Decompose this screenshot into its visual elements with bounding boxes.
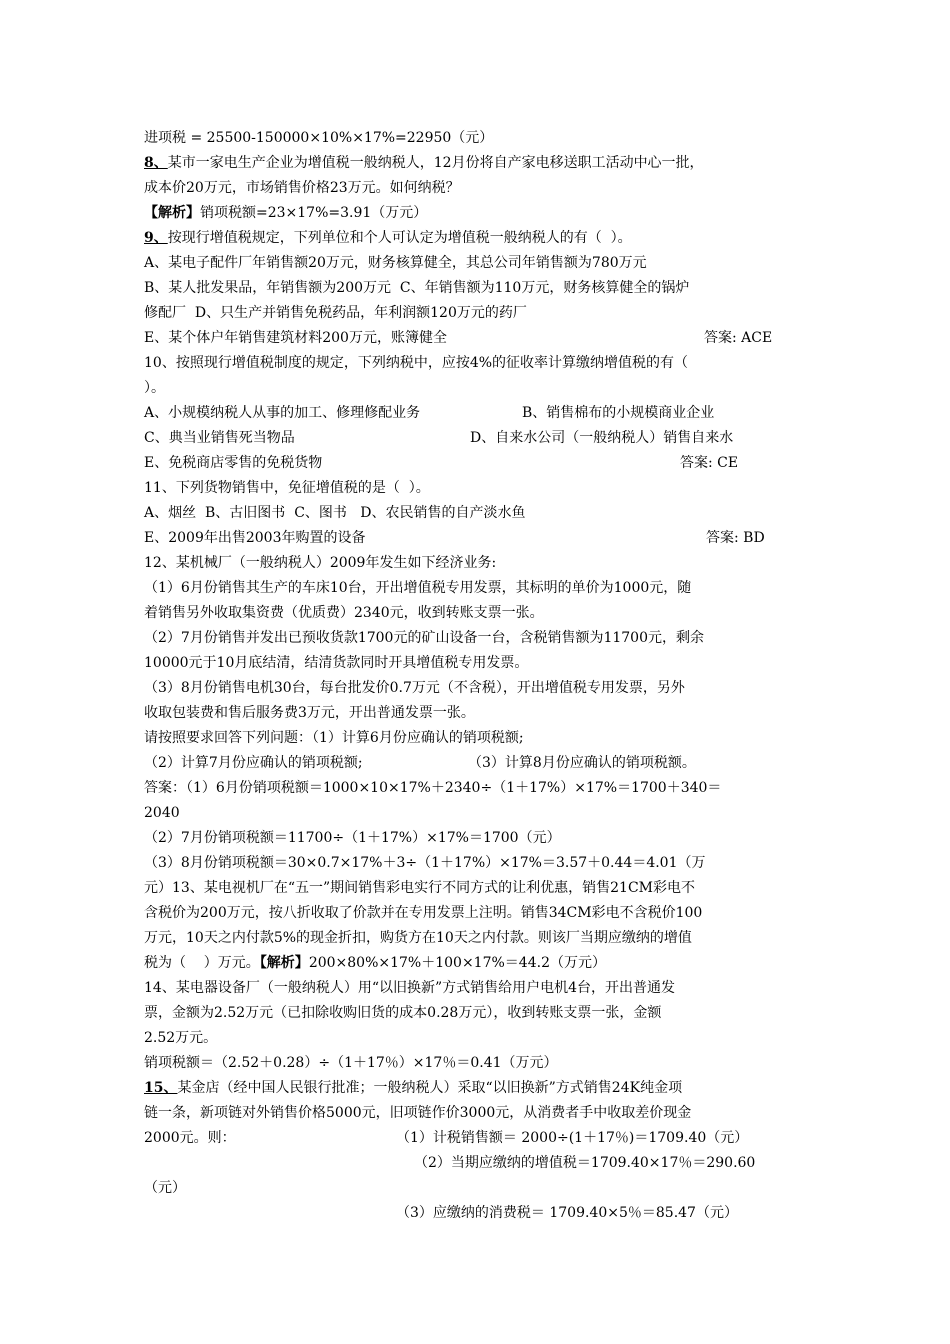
text-line: 万元，10天之内付款5%的现金折扣，购货方在10天之内付款。则该厂当期应缴纳的增值 bbox=[144, 930, 692, 946]
text-line: 2040 bbox=[144, 805, 180, 821]
text-line: 14、某电器设备厂（一般纳税人）用“以旧换新”方式销售给用户电机4台，开出普通发 bbox=[144, 980, 676, 996]
question-text: 税为（ ）万元。 bbox=[144, 955, 260, 971]
text-line: 含税价为200万元，按八折收取了价款并在专用发票上注明。销售34CM彩电不含税价100 bbox=[144, 905, 703, 921]
text-line: 2.52万元。 bbox=[144, 1030, 218, 1046]
question-text: 某市一家电生产企业为增值税一般纳税人，12月份将自产家电移送职工活动中心一批， bbox=[167, 155, 704, 171]
text-line: A、小规模纳税人从事的加工、修理修配业务 bbox=[144, 405, 421, 421]
text-line: （3）8月份销售电机30台，每台批发价0.7万元（不含税），开出增值税专用发票，另外 bbox=[144, 680, 685, 696]
text-line: （2）当期应缴纳的增值税＝1709.40×17％＝290.60 bbox=[414, 1155, 756, 1171]
text-line: 链一条，新项链对外销售价格5000元，旧项链作价3000元，从消费者手中收取差价现金 bbox=[144, 1105, 692, 1121]
answer-label: 答案: CE bbox=[680, 455, 739, 471]
text-line: 答案：（1）6月份销项税额＝1000×10×17%＋2340÷（1＋17%）×17%＝1700＋340＝ bbox=[144, 780, 722, 796]
text-line: （元） bbox=[144, 1180, 186, 1196]
text-line: ）。 bbox=[144, 380, 165, 396]
text-line: E、2009年出售2003年购置的设备 bbox=[144, 530, 366, 546]
text-line: B、某人批发果品，年销售额为200万元 C、年销售额为110万元，财务核算健全的锅炉 bbox=[144, 280, 690, 296]
text-line: 票，金额为2.52万元（已扣除收购旧货的成本0.28万元），收到转账支票一张，金额 bbox=[144, 1005, 662, 1021]
text-line: （1）6月份销售其生产的车床10台，开出增值税专用发票，其标明的单价为1000元，随 bbox=[144, 580, 692, 596]
text-line: 进项税 = 25500-150000×10%×17%=22950（元） bbox=[144, 130, 494, 146]
text-line: E、某个体户年销售建筑材料200万元，账簿健全 bbox=[144, 330, 447, 346]
text-line: 修配厂 D、只生产并销售免税药品，年利润额120万元的药厂 bbox=[144, 305, 527, 321]
question-number: 15、 bbox=[144, 1080, 178, 1096]
question-text: 按现行增值税规定，下列单位和个人可认定为增值税一般纳税人的有（ ）。 bbox=[167, 230, 632, 246]
text-line: 请按照要求回答下列问题：（1）计算6月份应确认的销项税额; bbox=[144, 730, 524, 746]
text-line: （2）7月份销项税额＝11700÷（1＋17%）×17%＝1700（元） bbox=[144, 830, 561, 846]
question-9 bbox=[144, 229, 632, 247]
analysis-label: 【解析】 bbox=[259, 955, 309, 971]
text-line: （2）计算7月份应确认的销项税额; bbox=[144, 755, 363, 771]
text-line: 销项税额＝（2.52＋0.28）÷（1＋17％）×17％＝0.41（万元） bbox=[144, 1055, 558, 1071]
text-line: 10、按照现行增值税制度的规定，下列纳税中，应按4%的征收率计算缴纳增值税的有（ bbox=[144, 355, 689, 371]
text-line: C、典当业销售死当物品 bbox=[144, 430, 295, 446]
text-line: （3）应缴纳的消费税＝ 1709.40×5％＝85.47（元） bbox=[396, 1205, 738, 1221]
text-line: 2000元。则： bbox=[144, 1130, 236, 1146]
answer-label: 答案: BD bbox=[706, 530, 765, 546]
text-line: D、自来水公司（一般纳税人）销售自来水 bbox=[470, 430, 734, 446]
text-line: 着销售另外收取集资费（优质费）2340元，收到转账支票一张。 bbox=[144, 605, 544, 621]
text-line: 收取包装费和售后服务费3万元，开出普通发票一张。 bbox=[144, 705, 475, 721]
text-line: 成本价20万元，市场销售价格23万元。如何纳税？ bbox=[144, 180, 460, 196]
question-number: 9、 bbox=[144, 230, 168, 246]
text-line: 11、下列货物销售中，免征增值税的是（ ）。 bbox=[144, 480, 430, 496]
text-line: （1）计税销售额＝ 2000÷(1＋17％)＝1709.40（元） bbox=[396, 1130, 749, 1146]
text-line: A、某电子配件厂年销售额20万元，财务核算健全，其总公司年销售额为780万元 bbox=[144, 255, 647, 271]
text-line: 12、某机械厂（一般纳税人）2009年发生如下经济业务: bbox=[144, 555, 497, 571]
text-line: E、免税商店零售的免税货物 bbox=[144, 455, 323, 471]
text-line: B、销售棉布的小规模商业企业 bbox=[522, 405, 715, 421]
question-15 bbox=[144, 1079, 682, 1097]
analysis-line bbox=[144, 954, 606, 972]
text-line: 元）13、某电视机厂在“五一”期间销售彩电实行不同方式的让利优惠，销售21CM彩电不 bbox=[144, 880, 695, 896]
text-line: （3）8月份销项税额＝30×0.7×17%＋3÷（1＋17%）×17%＝3.57＋0.44＝4.01（万 bbox=[144, 855, 706, 871]
analysis-text: 销项税额=23×17%=3.91（万元） bbox=[200, 205, 428, 221]
text-line: （3）计算8月份应确认的销项税额。 bbox=[468, 755, 696, 771]
text-line: （2）7月份销售并发出已预收货款1700元的矿山设备一台，含税销售额为11700元，剩余 bbox=[144, 630, 704, 646]
question-text: 某金店（经中国人民银行批准；一般纳税人）采取“以旧换新”方式销售24K纯金项 bbox=[177, 1080, 683, 1096]
answer-label: 答案: ACE bbox=[704, 330, 773, 346]
question-number: 8、 bbox=[144, 155, 168, 171]
question-8 bbox=[144, 154, 704, 172]
analysis-line bbox=[144, 204, 427, 222]
text-line: A、烟丝 B、古旧图书 C、图书 D、农民销售的自产淡水鱼 bbox=[144, 505, 526, 521]
text-line: 10000元于10月底结清，结清货款同时开具增值税专用发票。 bbox=[144, 655, 529, 671]
analysis-text: 200×80%×17%＋100×17%＝44.2（万元） bbox=[308, 955, 606, 971]
analysis-label: 【解析】 bbox=[144, 205, 200, 221]
